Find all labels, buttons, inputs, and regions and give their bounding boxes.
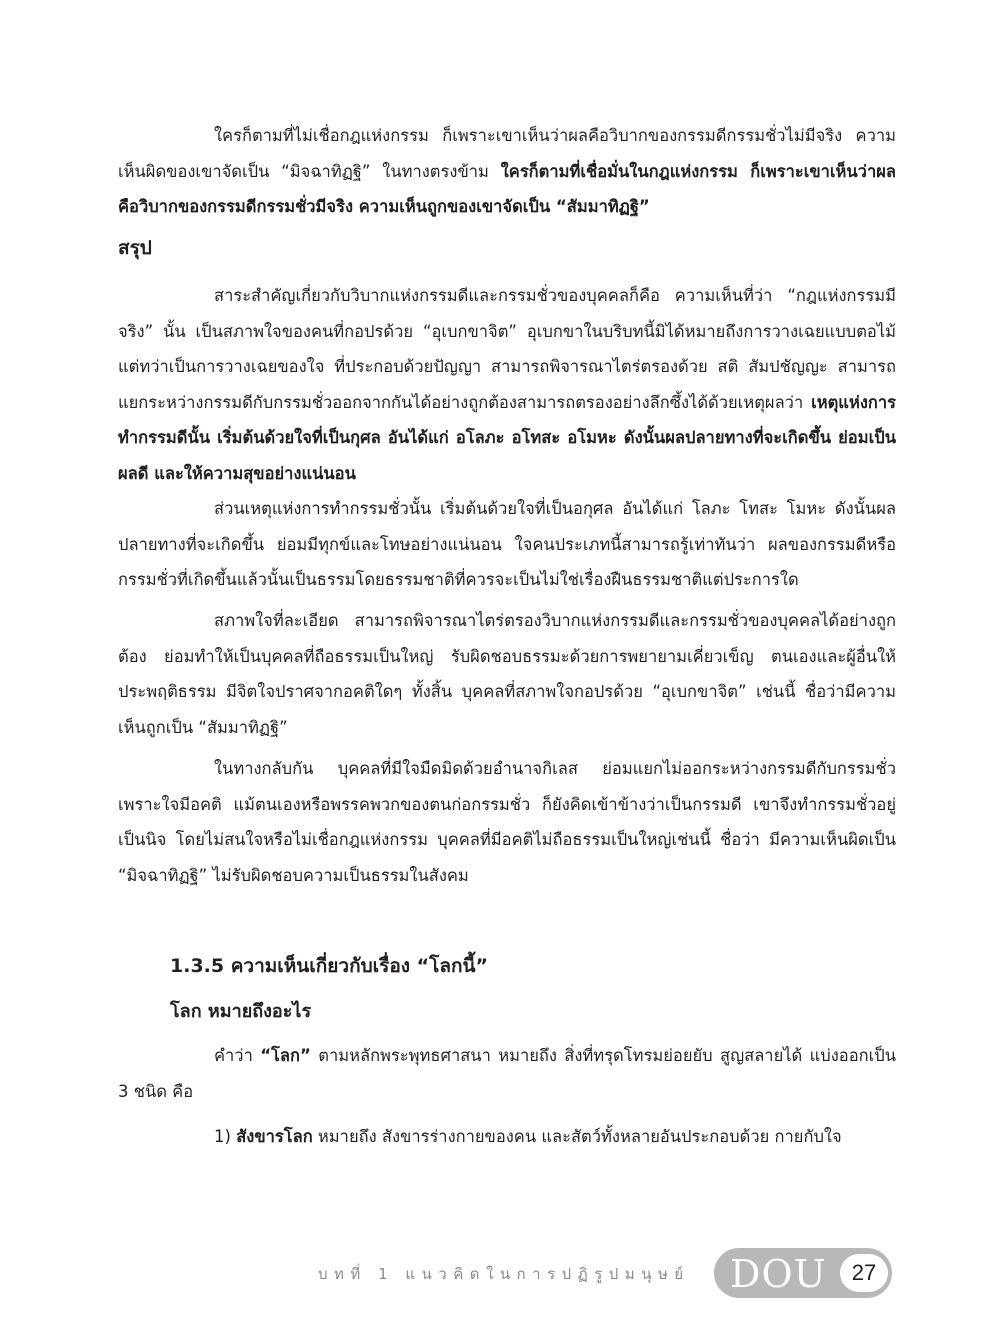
- section-heading: 1.3.5 ความเห็นเกี่ยวกับเรื่อง “โลกนี้”: [170, 955, 488, 977]
- summary-heading: สรุป: [118, 237, 152, 259]
- dou-logo: DOU: [730, 1252, 827, 1296]
- list-item-number: 1): [214, 1127, 237, 1146]
- footer-chapter-title: บทที่ 1 แนวคิดในการปฏิรูปมนุษย์: [318, 1265, 690, 1283]
- footer-page-badge: [714, 1248, 892, 1298]
- page-number: 27: [840, 1254, 888, 1292]
- paragraph-text: คำว่า: [214, 1046, 261, 1065]
- paragraph-summary: [118, 278, 896, 491]
- paragraph-text: ใครก็ตามที่ไม่เชื่อกฎแห่งกรรม ก็เพราะเขาเห็นว่าผลคือวิบากของกรรมดีกรรมชั่วไม่มีจริง ความเห็นผิดของเขาจัดเป็น “มิจฉาทิฏฐิ” ในทางตรงข้าม: [118, 126, 896, 181]
- list-item-sankhara-loka: [118, 1119, 896, 1155]
- paragraph-bold-text: เหตุแห่งการทำกรรมดีนั้น เริ่มต้นด้วยใจที่เป็นกุศล อันได้แก่ อโลภะ อโทสะ อโมหะ ดังนั้นผลปลายทางที่จะเกิดขึ้น ย่อมเป็นผลดี และให้ความสุขอย่างแน่นอน: [118, 392, 896, 483]
- list-item-term: สังขารโลก: [236, 1127, 313, 1146]
- list-item-text: หมายถึง สังขารร่างกายของคน และสัตว์ทั้งหลายอันประกอบด้วย กายกับใจ: [312, 1127, 842, 1146]
- subheading: โลก หมายถึงอะไร: [170, 1001, 312, 1022]
- paragraph-deluded-mind: ในทางกลับกัน บุคคลที่มีใจมืดมิดด้วยอำนาจกิเลส ย่อมแยกไม่ออกระหว่างกรรมดีกับกรรมชั่ว เพราะใจมีอคติ แม้ตนเองหรือพรรคพวกของตนก่อกรรมชั่ว ก็ยังคิดเข้าข้างว่าเป็นกรรมดี เขาจึงทำกรรมชั่วอยู่เป็นนิจ โดยไม่สนใจหรือไม่เชื่อกฎแห่งกรรม บุคคลที่มีอคติไม่ถือธรรมเป็นใหญ่เช่นนี้ ชื่อว่า มีความเห็นผิดเป็น “มิจฉาทิฏฐิ” ไม่รับผิดชอบความเป็นธรรมในสังคม: [118, 759, 896, 885]
- paragraph-bold-text: ใครก็ตามที่เชื่อมั่นในกฎแห่งกรรม ก็เพราะเขาเห็นว่าผล คือวิบากของกรรมดีกรรมชั่วมีจริง ความเห็นถูกของเขาจัดเป็น “สัมมาทิฏฐิ”: [118, 161, 896, 216]
- paragraph-bad-karma: ส่วนเหตุแห่งการทำกรรมชั่วนั้น เริ่มต้นด้วยใจที่เป็นอกุศล อันได้แก่ โลภะ โทสะ โมหะ ดังนั้นผลปลายทางที่จะเกิดขึ้น ย่อมมีทุกข์และโทษอย่างแน่นอน ใจคนประเภทนี้สามารถรู้เท่าทันว่า ผลของกรรมดีหรือกรรมชั่วที่เกิดขึ้นแล้วนั้นเป็นธรรมโดยธรรมชาติที่ควรจะเป็นไม่ใช่เรื่องฝืนธรรมชาติแต่ประการใด: [118, 499, 896, 589]
- paragraph-text: ตามหลักพระพุทธศาสนา หมายถึง สิ่งที่ทรุดโทรมย่อยยับ สูญสลายได้ แบ่งออกเป็น 3 ชนิด คือ: [118, 1046, 896, 1101]
- paragraph-refined-mind: สภาพใจที่ละเอียด สามารถพิจารณาไตร่ตรองวิบากแห่งกรรมดีและกรรมชั่วของบุคคลได้อย่างถูกต้อง ย่อมทำให้เป็นบุคคลที่ถือธรรมเป็นใหญ่ รับผิดชอบธรรมะด้วยการพยายามเคี่ยวเข็ญ ตนเองและผู้อื่นให้ประพฤติธรรม มีจิตใจปราศจากอคติใดๆ ทั้งสิ้น บุคคลที่สภาพใจกอปรด้วย “อุเบกขาจิต” เช่นนี้ ชื่อว่ามีความเห็นถูกเป็น “สัมมาทิฏฐิ”: [118, 611, 896, 737]
- paragraph-belief-in-karma: [118, 118, 896, 225]
- paragraph-text: สาระสำคัญเกี่ยวกับวิบากแห่งกรรมดีและกรรมชั่วของบุคคลก็คือ ความเห็นที่ว่า “กฎแห่งกรรมมีจริง” นั้น เป็นสภาพใจของคนที่กอปรด้วย “อุเบกขาจิต” อุเบกขาในบริบทนี้มิได้หมายถึงการวางเฉยแบบตอไม้ แต่ทว่าเป็นการวางเฉยของใจ ที่ประกอบด้วยปัญญา สามารถพิจารณาไตร่ตรองด้วย สติ สัมปชัญญะ สามารถแยกระหว่างกรรมดีกับกรรมชั่วออกจากกันได้อย่างถูกต้องสามารถตรองอย่างลึกซึ้งได้ด้วยเหตุผลว่า: [118, 286, 896, 412]
- paragraph-world-definition: [118, 1038, 896, 1109]
- paragraph-bold-text: “โลก”: [260, 1046, 311, 1065]
